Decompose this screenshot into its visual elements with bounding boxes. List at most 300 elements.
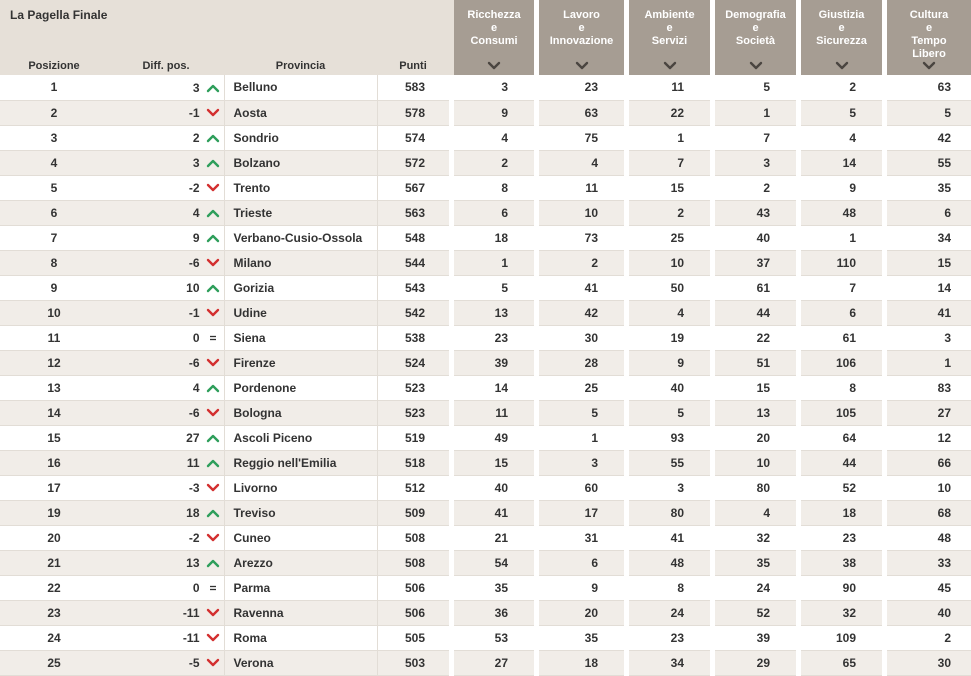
position-cell: 22 [0,575,108,600]
ricchezza-cell: 6 [454,200,534,225]
diff-value: -5 [188,655,200,670]
table-row[interactable] [0,275,971,300]
col-punti-label: Punti [399,60,427,72]
category-label-line: Giustizia [818,9,865,21]
giustizia-cell: 9 [801,175,882,200]
position-cell: 1 [0,75,108,100]
category-label-line: Cultura [909,9,949,21]
demografia-cell: 61 [715,275,796,300]
arrow-down-icon [206,108,220,118]
lavoro-cell: 2 [539,250,624,275]
position-cell: 6 [0,200,108,225]
lavoro-cell: 11 [539,175,624,200]
provincia-cell: Pordenone [224,375,377,400]
col-ambiente-header[interactable] [629,0,710,75]
ambiente-cell: 23 [629,625,710,650]
category-label-line: Lavoro [563,9,600,21]
cultura-cell: 14 [887,275,971,300]
position-cell: 15 [0,425,108,450]
lavoro-cell: 75 [539,125,624,150]
provincia-cell: Cuneo [224,525,377,550]
table-row[interactable] [0,300,971,325]
diff-cell [108,575,224,600]
lavoro-cell: 30 [539,325,624,350]
lavoro-cell: 18 [539,650,624,675]
giustizia-cell: 44 [801,450,882,475]
col-lavoro-header[interactable] [539,0,624,75]
demografia-cell: 29 [715,650,796,675]
category-label-line: Innovazione [549,35,614,47]
lavoro-cell: 28 [539,350,624,375]
cultura-cell: 27 [887,400,971,425]
table-row[interactable] [0,550,971,575]
ricchezza-cell: 27 [454,650,534,675]
provincia-cell: Verona [224,650,377,675]
cultura-cell: 12 [887,425,971,450]
provincia-cell: Gorizia [224,275,377,300]
lavoro-cell: 4 [539,150,624,175]
punti-cell: 578 [377,100,449,125]
punti-cell: 574 [377,125,449,150]
diff-cell [108,525,224,550]
cultura-cell: 66 [887,450,971,475]
giustizia-cell: 4 [801,125,882,150]
ricchezza-cell: 39 [454,350,534,375]
provincia-cell: Treviso [224,500,377,525]
lavoro-cell: 10 [539,200,624,225]
diff-cell [108,375,224,400]
cultura-cell: 2 [887,625,971,650]
cultura-cell: 15 [887,250,971,275]
equal-icon [206,333,220,343]
table-row[interactable] [0,125,971,150]
lavoro-cell: 25 [539,375,624,400]
diff-cell [108,600,224,625]
diff-value: -11 [182,630,200,645]
table-row[interactable] [0,575,971,600]
ambiente-cell: 34 [629,650,710,675]
demografia-cell: 52 [715,600,796,625]
position-cell: 24 [0,625,108,650]
arrow-up-icon [206,208,220,218]
ambiente-cell: 50 [629,275,710,300]
provincia-cell: Livorno [224,475,377,500]
arrow-up-icon [206,283,220,293]
punti-cell: 563 [377,200,449,225]
table-row[interactable] [0,450,971,475]
position-cell: 7 [0,225,108,250]
giustizia-cell: 90 [801,575,882,600]
ricchezza-cell: 13 [454,300,534,325]
category-label-line: e [838,22,845,34]
arrow-down-icon [206,483,220,493]
diff-cell [108,500,224,525]
category-label-line: e [578,22,585,34]
punti-cell: 543 [377,275,449,300]
provincia-cell: Ravenna [224,600,377,625]
punti-cell: 523 [377,375,449,400]
ambiente-cell: 22 [629,100,710,125]
giustizia-cell: 65 [801,650,882,675]
position-cell: 11 [0,325,108,350]
chevron-down-icon [749,61,763,71]
punti-cell: 505 [377,625,449,650]
table-row[interactable] [0,375,971,400]
provincia-cell: Ascoli Piceno [224,425,377,450]
table-row[interactable] [0,350,971,375]
cultura-cell: 1 [887,350,971,375]
ricchezza-cell: 41 [454,500,534,525]
col-ricchezza-header[interactable] [454,0,534,75]
arrow-down-icon [206,183,220,193]
arrow-down-icon [206,308,220,318]
ambiente-cell: 19 [629,325,710,350]
table-row[interactable] [0,525,971,550]
category-label-line: e [925,22,933,34]
arrow-up-icon [206,383,220,393]
lavoro-cell: 20 [539,600,624,625]
header-row [0,0,971,75]
demografia-cell: 3 [715,150,796,175]
demografia-cell: 37 [715,250,796,275]
giustizia-cell: 14 [801,150,882,175]
diff-cell [108,100,224,125]
demografia-cell: 13 [715,400,796,425]
punti-cell: 524 [377,350,449,375]
punti-cell: 509 [377,500,449,525]
provincia-cell: Trieste [224,200,377,225]
category-label-line: Demografia [725,9,786,21]
punti-cell: 508 [377,550,449,575]
demografia-cell: 15 [715,375,796,400]
diff-value: 27 [186,430,200,445]
cultura-cell: 42 [887,125,971,150]
giustizia-cell: 64 [801,425,882,450]
lavoro-cell: 6 [539,550,624,575]
table-row[interactable] [0,75,971,100]
ambiente-cell: 4 [629,300,710,325]
arrow-down-icon [206,533,220,543]
category-label-line: Ambiente [644,9,695,21]
arrow-down-icon [206,608,220,618]
ricchezza-cell: 8 [454,175,534,200]
position-cell: 20 [0,525,108,550]
cultura-cell: 6 [887,200,971,225]
diff-value: 11 [186,455,200,470]
arrow-up-icon [206,558,220,568]
position-cell: 2 [0,100,108,125]
col-diff-label: Diff. pos. [142,60,190,72]
ricchezza-cell: 40 [454,475,534,500]
col-diff-header[interactable] [108,0,224,75]
col-provincia-label: Provincia [275,60,326,72]
giustizia-cell: 2 [801,75,882,100]
category-label-line: Consumi [470,35,518,47]
giustizia-cell: 105 [801,400,882,425]
ricchezza-cell: 35 [454,575,534,600]
provincia-cell: Aosta [224,100,377,125]
table-row[interactable] [0,325,971,350]
position-cell: 23 [0,600,108,625]
col-demografia-header[interactable] [715,0,796,75]
arrow-up-icon [206,508,220,518]
provincia-cell: Bolzano [224,150,377,175]
diff-cell [108,625,224,650]
diff-cell [108,400,224,425]
lavoro-cell: 5 [539,400,624,425]
demografia-cell: 24 [715,575,796,600]
position-cell: 3 [0,125,108,150]
diff-value: 13 [186,555,200,570]
demografia-cell: 43 [715,200,796,225]
chevron-down-icon [487,61,501,71]
cultura-cell: 63 [887,75,971,100]
giustizia-cell: 23 [801,525,882,550]
provincia-cell: Verbano-Cusio-Ossola [224,225,377,250]
arrow-up-icon [206,458,220,468]
giustizia-cell: 7 [801,275,882,300]
ambiente-cell: 3 [629,475,710,500]
table-row[interactable] [0,200,971,225]
ricchezza-cell: 53 [454,625,534,650]
cultura-cell: 68 [887,500,971,525]
diff-value: 3 [192,155,200,170]
ricchezza-cell: 9 [454,100,534,125]
diff-cell [108,75,224,100]
ricchezza-cell: 14 [454,375,534,400]
punti-cell: 519 [377,425,449,450]
ricchezza-cell: 5 [454,275,534,300]
demografia-cell: 5 [715,75,796,100]
arrow-down-icon [206,658,220,668]
ricchezza-cell: 2 [454,150,534,175]
ambiente-cell: 11 [629,75,710,100]
table-row[interactable] [0,250,971,275]
punti-cell: 583 [377,75,449,100]
cultura-cell: 41 [887,300,971,325]
diff-cell [108,150,224,175]
cultura-cell: 40 [887,600,971,625]
position-cell: 5 [0,175,108,200]
provincia-cell: Firenze [224,350,377,375]
table-row[interactable] [0,100,971,125]
diff-cell [108,250,224,275]
provincia-cell: Trento [224,175,377,200]
punti-cell: 544 [377,250,449,275]
punti-cell: 518 [377,450,449,475]
ricchezza-cell: 54 [454,550,534,575]
diff-value: -6 [188,255,200,270]
arrow-up-icon [206,233,220,243]
punti-cell: 542 [377,300,449,325]
diff-cell [108,425,224,450]
arrow-down-icon [206,633,220,643]
lavoro-cell: 9 [539,575,624,600]
position-cell: 14 [0,400,108,425]
diff-value: -1 [188,305,200,320]
ambiente-cell: 40 [629,375,710,400]
chevron-down-icon [575,61,589,71]
diff-value: -2 [188,180,200,195]
chevron-down-icon [922,61,936,71]
ambiente-cell: 8 [629,575,710,600]
col-provincia-header[interactable] [224,0,377,75]
demografia-cell: 2 [715,175,796,200]
ambiente-cell: 10 [629,250,710,275]
ambiente-cell: 48 [629,550,710,575]
diff-value: 9 [192,230,200,245]
col-posizione-label: Posizione [28,60,80,72]
diff-cell [108,175,224,200]
table-row[interactable] [0,650,971,675]
table-row[interactable] [0,600,971,625]
ricchezza-cell: 4 [454,125,534,150]
category-label-line: Società [735,35,776,47]
lavoro-cell: 35 [539,625,624,650]
provincia-cell: Milano [224,250,377,275]
position-cell: 8 [0,250,108,275]
category-label-line: Ricchezza [467,9,521,21]
provincia-cell: Udine [224,300,377,325]
demografia-cell: 1 [715,100,796,125]
diff-value: -1 [188,105,200,120]
table-row[interactable] [0,625,971,650]
diff-value: -3 [188,480,200,495]
demografia-cell: 80 [715,475,796,500]
giustizia-cell: 38 [801,550,882,575]
ambiente-cell: 15 [629,175,710,200]
giustizia-cell: 109 [801,625,882,650]
cultura-cell: 55 [887,150,971,175]
ambiente-cell: 2 [629,200,710,225]
diff-value: 3 [192,80,200,95]
giustizia-cell: 52 [801,475,882,500]
arrow-up-icon [206,133,220,143]
ricchezza-cell: 49 [454,425,534,450]
category-label-line: e [490,22,498,34]
punti-cell: 503 [377,650,449,675]
lavoro-cell: 73 [539,225,624,250]
diff-value: -6 [188,355,200,370]
giustizia-cell: 8 [801,375,882,400]
punti-cell: 548 [377,225,449,250]
diff-value: 4 [192,380,200,395]
col-punti-header[interactable] [377,0,449,75]
lavoro-cell: 42 [539,300,624,325]
ambiente-cell: 25 [629,225,710,250]
giustizia-cell: 110 [801,250,882,275]
punti-cell: 506 [377,600,449,625]
diff-cell [108,275,224,300]
lavoro-cell: 60 [539,475,624,500]
diff-value: 2 [192,130,200,145]
table-row[interactable] [0,500,971,525]
col-posizione-header[interactable] [0,0,108,75]
ricchezza-cell: 15 [454,450,534,475]
provincia-cell: Roma [224,625,377,650]
position-cell: 19 [0,500,108,525]
cultura-cell: 45 [887,575,971,600]
diff-cell [108,200,224,225]
category-label-line: Libero [912,48,946,60]
giustizia-cell: 6 [801,300,882,325]
cultura-cell: 10 [887,475,971,500]
table-row[interactable] [0,475,971,500]
position-cell: 17 [0,475,108,500]
giustizia-cell: 106 [801,350,882,375]
ambiente-cell: 55 [629,450,710,475]
category-label-line: e [666,22,673,34]
lavoro-cell: 1 [539,425,624,450]
provincia-cell: Bologna [224,400,377,425]
cultura-cell: 34 [887,225,971,250]
position-cell: 21 [0,550,108,575]
position-cell: 4 [0,150,108,175]
giustizia-cell: 32 [801,600,882,625]
diff-cell [108,475,224,500]
lavoro-cell: 41 [539,275,624,300]
demografia-cell: 44 [715,300,796,325]
category-label-line: Sicurezza [816,35,867,47]
cultura-cell: 33 [887,550,971,575]
category-label-line: Tempo [911,35,947,47]
position-cell: 12 [0,350,108,375]
diff-cell [108,325,224,350]
diff-cell [108,125,224,150]
demografia-cell: 51 [715,350,796,375]
diff-cell [108,450,224,475]
ricchezza-cell: 1 [454,250,534,275]
ricchezza-cell: 21 [454,525,534,550]
diff-value: 4 [192,205,200,220]
diff-value: -6 [188,405,200,420]
table-row[interactable] [0,400,971,425]
diff-cell [108,225,224,250]
category-label-line: Servizi [651,35,688,47]
diff-cell [108,300,224,325]
table-row[interactable] [0,175,971,200]
giustizia-cell: 61 [801,325,882,350]
demografia-cell: 20 [715,425,796,450]
provincia-cell: Arezzo [224,550,377,575]
diff-value: 18 [186,505,200,520]
ricchezza-cell: 11 [454,400,534,425]
demografia-cell: 7 [715,125,796,150]
table-row[interactable] [0,150,971,175]
demografia-cell: 40 [715,225,796,250]
lavoro-cell: 17 [539,500,624,525]
col-giustizia-header[interactable] [801,0,882,75]
equal-icon [206,583,220,593]
position-cell: 16 [0,450,108,475]
cultura-cell: 3 [887,325,971,350]
giustizia-cell: 5 [801,100,882,125]
demografia-cell: 35 [715,550,796,575]
col-cultura-header[interactable] [887,0,971,75]
arrow-down-icon [206,408,220,418]
diff-cell [108,550,224,575]
diff-cell [108,350,224,375]
punti-cell: 572 [377,150,449,175]
table-row[interactable] [0,225,971,250]
demografia-cell: 32 [715,525,796,550]
lavoro-cell: 63 [539,100,624,125]
position-cell: 10 [0,300,108,325]
ambiente-cell: 41 [629,525,710,550]
table-row[interactable] [0,425,971,450]
ambiente-cell: 80 [629,500,710,525]
lavoro-cell: 31 [539,525,624,550]
